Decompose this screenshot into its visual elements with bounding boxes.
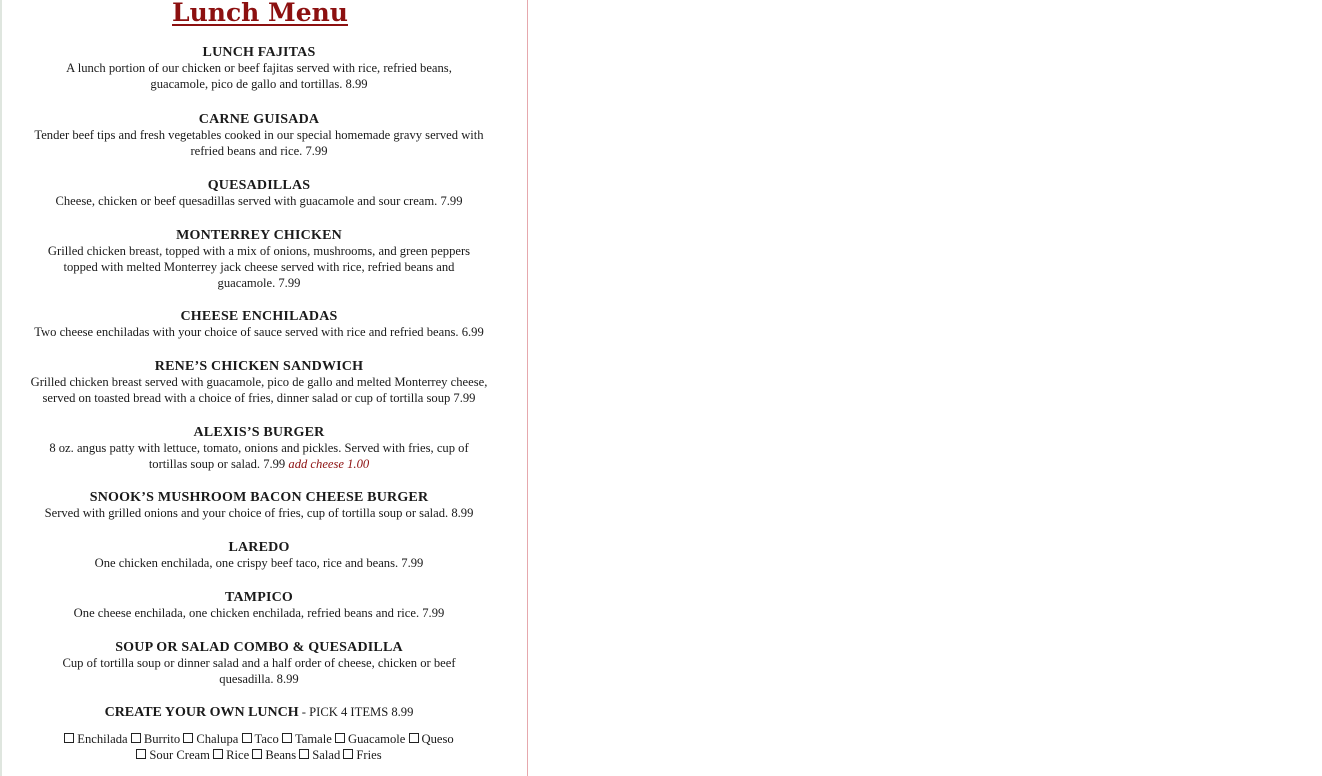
create-your-own-lunch [24, 704, 494, 763]
checkbox-icon[interactable] [252, 749, 262, 759]
checkbox-icon[interactable] [299, 749, 309, 759]
menu-page [0, 0, 520, 776]
menu-item-description: Tender beef tips and fresh vegetables cooked in our special homemade gravy served with refried beans and rice. 7.99 [34, 128, 484, 158]
option-label: Taco [254, 732, 279, 746]
menu-item-addon: add cheese 1.00 [288, 456, 370, 471]
menu-item-description [24, 441, 494, 473]
menu-item-laredo [24, 539, 494, 572]
menu-item-lunch-fajitas [24, 44, 494, 93]
checkbox-icon[interactable] [64, 733, 74, 743]
menu-item-name: MONTERREY CHICKEN [176, 228, 342, 243]
blank-page [528, 0, 1322, 776]
options-row [24, 732, 494, 748]
option-label: Enchilada [77, 732, 128, 746]
option-guacamole[interactable] [335, 732, 405, 746]
option-salad[interactable] [299, 748, 340, 762]
option-tamale[interactable] [282, 732, 332, 746]
option-rice[interactable] [213, 748, 249, 762]
option-label: Beans [265, 747, 297, 762]
menu-item-quesadillas [24, 177, 494, 210]
options-row [24, 748, 494, 764]
menu-item-tampico [24, 589, 494, 622]
menu-item-monterrey-chicken [24, 227, 494, 291]
menu-item-description: Cheese, chicken or beef quesadillas served with guacamole and sour cream. 7.99 [55, 194, 463, 208]
option-queso[interactable] [409, 732, 454, 746]
option-chalupa[interactable] [183, 732, 238, 746]
menu-item-name: CARNE GUISADA [198, 112, 320, 127]
menu-item-carne-guisada [24, 111, 494, 160]
option-fries[interactable] [343, 748, 381, 762]
menu-item-description: Two cheese enchiladas with your choice of sauce served with rice and refried beans. 6.99 [34, 325, 484, 339]
checkbox-icon[interactable] [343, 749, 353, 759]
checkbox-icon[interactable] [136, 749, 146, 759]
menu-item-name: LAREDO [228, 540, 290, 555]
option-label: Salad [312, 747, 341, 762]
checkbox-icon[interactable] [409, 733, 419, 743]
option-label: Sour Cream [149, 747, 210, 762]
menu-item-name: ALEXIS’S BURGER [193, 425, 325, 440]
create-note: - PICK 4 ITEMS 8.99 [298, 705, 414, 719]
option-taco[interactable] [242, 732, 279, 746]
option-burrito[interactable] [131, 732, 180, 746]
option-sour-cream[interactable] [136, 748, 210, 762]
menu-item-description: Grilled chicken breast, topped with a mix of onions, mushrooms, and green peppers topped with melted Monterrey jack cheese served with rice, refried beans and guacamole. 7.99 [47, 244, 471, 290]
menu-item-description-text: 8 oz. angus patty with lettuce, tomato, onions and pickles. Served with fries, cup of tortillas soup or salad. 7.99 [49, 441, 469, 471]
menu-item-renes-chicken-sandwich [24, 358, 494, 407]
checkbox-icon[interactable] [335, 733, 345, 743]
menu-item-description: Grilled chicken breast served with guacamole, pico de gallo and melted Monterrey cheese, served on toasted bread with a choice of fries, dinner salad or cup of tortilla soup 7.99 [30, 375, 488, 405]
option-label: Burrito [143, 732, 181, 746]
menu-item-description: Cup of tortilla soup or dinner salad and a half order of cheese, chicken or beef quesadilla. 8.99 [62, 656, 456, 686]
create-options [24, 732, 494, 763]
checkbox-icon[interactable] [282, 733, 292, 743]
menu-item-name: SOUP OR SALAD COMBO & QUESADILLA [115, 640, 403, 655]
option-label: Guacamole [348, 732, 406, 746]
checkbox-icon[interactable] [131, 733, 141, 743]
checkbox-icon[interactable] [183, 733, 193, 743]
option-label: Rice [226, 747, 250, 762]
menu-item-name: CHEESE ENCHILADAS [180, 309, 338, 324]
option-label: Queso [421, 732, 454, 746]
option-beans[interactable] [252, 748, 296, 762]
menu-item-name: LUNCH FAJITAS [202, 45, 316, 60]
create-title: CREATE YOUR OWN LUNCH [104, 705, 299, 720]
menu-item-name: TAMPICO [224, 590, 294, 605]
checkbox-icon[interactable] [213, 749, 223, 759]
create-heading [24, 704, 494, 721]
option-label: Fries [356, 747, 382, 762]
option-label: Tamale [294, 732, 332, 746]
menu-item-cheese-enchiladas [24, 308, 494, 341]
menu-item-name: QUESADILLAS [207, 178, 311, 193]
menu-item-snooks-burger [24, 489, 494, 522]
menu-item-description: One chicken enchilada, one crispy beef taco, rice and beans. 7.99 [94, 556, 424, 570]
menu-title: Lunch Menu [172, 0, 348, 27]
checkbox-icon[interactable] [242, 733, 252, 743]
menu-item-alexis-burger [24, 424, 494, 473]
menu-item-description: One cheese enchilada, one chicken enchilada, refried beans and rice. 7.99 [73, 606, 445, 620]
option-label: Chalupa [196, 732, 239, 746]
menu-item-description: A lunch portion of our chicken or beef fajitas served with rice, refried beans, guacamole, pico de gallo and tortillas. 8.99 [66, 61, 452, 91]
menu-item-soup-salad-combo [24, 639, 494, 688]
menu-item-name: RENE’S CHICKEN SANDWICH [154, 359, 364, 374]
menu-item-name: SNOOK’S MUSHROOM BACON CHEESE BURGER [89, 490, 429, 505]
menu-item-description: Served with grilled onions and your choice of fries, cup of tortilla soup or salad. 8.99 [44, 506, 474, 520]
option-enchilada[interactable] [64, 732, 127, 746]
